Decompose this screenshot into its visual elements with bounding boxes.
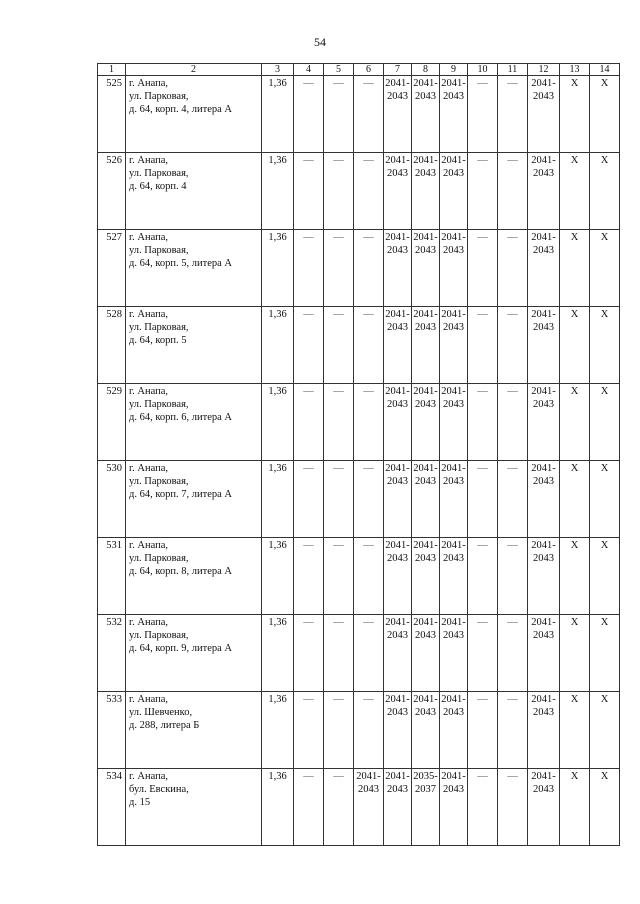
column-number: 8 — [412, 64, 440, 76]
row-number: 531 — [98, 538, 126, 615]
address-line: ул. Парковая, — [129, 553, 189, 564]
dash-cell: — — [294, 307, 324, 384]
address-line: д. 15 — [129, 797, 151, 808]
address-line: г. Анапа, — [129, 78, 169, 89]
row-number: 529 — [98, 384, 126, 461]
period-line: 2041- — [531, 78, 556, 89]
dash-cell: — — [324, 384, 354, 461]
column-number: 12 — [528, 64, 560, 76]
table-row — [98, 461, 620, 538]
period-cell — [528, 153, 560, 230]
value-cell: 1,36 — [262, 153, 294, 230]
period-cell — [412, 461, 440, 538]
period-line: 2043 — [443, 91, 464, 102]
period-line: 2043 — [387, 784, 408, 795]
dash-cell: — — [498, 307, 528, 384]
column-number: 10 — [468, 64, 498, 76]
period-line: 2043 — [443, 476, 464, 487]
period-line: 2043 — [533, 630, 554, 641]
mark-cell: Х — [560, 692, 590, 769]
table-row — [98, 615, 620, 692]
dash-cell: — — [354, 384, 384, 461]
period-line: 2043 — [443, 322, 464, 333]
dash-cell: — — [324, 769, 354, 846]
period-cell — [440, 538, 468, 615]
address-cell — [126, 153, 262, 230]
period-line: 2041- — [413, 617, 438, 628]
address-line: д. 64, корп. 8, литера А — [129, 566, 233, 577]
address-line: г. Анапа, — [129, 232, 169, 243]
period-line: 2041- — [531, 386, 556, 397]
dash-cell: — — [468, 769, 498, 846]
period-cell — [384, 615, 412, 692]
dash-cell: — — [498, 461, 528, 538]
period-line: 2043 — [387, 245, 408, 256]
address-line: ул. Парковая, — [129, 476, 189, 487]
period-line: 2041- — [385, 155, 410, 166]
dash-cell: — — [468, 230, 498, 307]
address-cell — [126, 769, 262, 846]
period-cell — [440, 692, 468, 769]
period-line: 2041- — [356, 771, 381, 782]
period-line: 2041- — [413, 386, 438, 397]
period-line: 2043 — [387, 322, 408, 333]
period-line: 2041- — [385, 463, 410, 474]
period-line: 2041- — [385, 694, 410, 705]
address-cell — [126, 384, 262, 461]
period-line: 2043 — [387, 168, 408, 179]
dash-cell: — — [468, 384, 498, 461]
dash-cell: — — [354, 153, 384, 230]
dash-cell: — — [324, 461, 354, 538]
column-number: 4 — [294, 64, 324, 76]
period-cell — [528, 615, 560, 692]
period-cell — [528, 230, 560, 307]
period-line: 2041- — [385, 309, 410, 320]
address-cell — [126, 307, 262, 384]
dash-cell: — — [498, 615, 528, 692]
address-line: г. Анапа, — [129, 309, 169, 320]
address-line: д. 64, корп. 6, литера А — [129, 412, 233, 423]
period-line: 2041- — [441, 463, 466, 474]
period-cell — [440, 153, 468, 230]
address-line: г. Анапа, — [129, 771, 169, 782]
period-line: 2043 — [387, 707, 408, 718]
table-row — [98, 538, 620, 615]
mark-cell: Х — [590, 153, 620, 230]
address-line: д. 288, литера Б — [129, 720, 200, 731]
table-row — [98, 384, 620, 461]
column-number: 13 — [560, 64, 590, 76]
value-cell: 1,36 — [262, 692, 294, 769]
period-line: 2043 — [443, 553, 464, 564]
period-cell — [440, 615, 468, 692]
column-number: 2 — [126, 64, 262, 76]
address-line: г. Анапа, — [129, 155, 169, 166]
period-cell — [440, 307, 468, 384]
mark-cell: Х — [590, 384, 620, 461]
value-cell: 1,36 — [262, 538, 294, 615]
mark-cell: Х — [590, 230, 620, 307]
period-line: 2037 — [415, 784, 436, 795]
mark-cell: Х — [560, 76, 590, 153]
period-line: 2043 — [443, 630, 464, 641]
column-number: 3 — [262, 64, 294, 76]
row-number: 526 — [98, 153, 126, 230]
dash-cell: — — [324, 692, 354, 769]
column-number: 7 — [384, 64, 412, 76]
address-line: бул. Евскина, — [129, 784, 189, 795]
period-line: 2043 — [387, 91, 408, 102]
column-number: 1 — [98, 64, 126, 76]
period-cell — [412, 384, 440, 461]
address-line: г. Анапа, — [129, 694, 169, 705]
dash-cell: — — [498, 538, 528, 615]
period-line: 2041- — [531, 155, 556, 166]
period-cell — [440, 384, 468, 461]
period-line: 2043 — [533, 707, 554, 718]
period-cell — [384, 384, 412, 461]
mark-cell: Х — [590, 76, 620, 153]
value-cell: 1,36 — [262, 307, 294, 384]
period-line: 2043 — [443, 707, 464, 718]
period-line: 2041- — [441, 78, 466, 89]
period-line: 2041- — [531, 771, 556, 782]
period-cell — [384, 692, 412, 769]
period-cell — [384, 230, 412, 307]
period-line: 2041- — [413, 232, 438, 243]
period-line: 2043 — [533, 553, 554, 564]
address-line: д. 64, корп. 7, литера А — [129, 489, 233, 500]
period-line: 2041- — [441, 617, 466, 628]
address-cell — [126, 615, 262, 692]
period-line: 2043 — [415, 245, 436, 256]
row-number: 527 — [98, 230, 126, 307]
period-line: 2041- — [413, 155, 438, 166]
address-line: д. 64, корп. 9, литера А — [129, 643, 233, 654]
address-line: д. 64, корп. 4 — [129, 181, 187, 192]
period-line: 2043 — [533, 784, 554, 795]
dash-cell: — — [294, 230, 324, 307]
period-line: 2041- — [413, 309, 438, 320]
period-cell — [412, 307, 440, 384]
period-cell — [384, 307, 412, 384]
address-cell — [126, 230, 262, 307]
period-line: 2043 — [533, 476, 554, 487]
period-line: 2041- — [531, 694, 556, 705]
dash-cell: — — [498, 230, 528, 307]
mark-cell: Х — [590, 307, 620, 384]
address-cell — [126, 692, 262, 769]
dash-cell: — — [354, 615, 384, 692]
address-line: ул. Парковая, — [129, 322, 189, 333]
period-cell — [528, 307, 560, 384]
column-number: 11 — [498, 64, 528, 76]
dash-cell: — — [498, 76, 528, 153]
dash-cell: — — [324, 153, 354, 230]
mark-cell: Х — [560, 769, 590, 846]
row-number: 528 — [98, 307, 126, 384]
table-row — [98, 769, 620, 846]
dash-cell: — — [294, 384, 324, 461]
dash-cell: — — [354, 538, 384, 615]
page-number: 54 — [314, 35, 326, 49]
mark-cell: Х — [560, 153, 590, 230]
period-line: 2041- — [385, 540, 410, 551]
period-cell — [384, 538, 412, 615]
value-cell: 1,36 — [262, 615, 294, 692]
row-number: 525 — [98, 76, 126, 153]
dash-cell: — — [468, 615, 498, 692]
period-line: 2043 — [443, 245, 464, 256]
period-line: 2041- — [385, 78, 410, 89]
dash-cell: — — [498, 384, 528, 461]
period-line: 2043 — [415, 476, 436, 487]
register-table — [97, 63, 620, 846]
period-line: 2043 — [415, 707, 436, 718]
row-number: 533 — [98, 692, 126, 769]
dash-cell: — — [468, 307, 498, 384]
period-line: 2043 — [533, 322, 554, 333]
period-line: 2041- — [385, 386, 410, 397]
dash-cell: — — [498, 153, 528, 230]
table-row — [98, 307, 620, 384]
period-cell — [384, 461, 412, 538]
dash-cell: — — [468, 153, 498, 230]
dash-cell: — — [294, 769, 324, 846]
dash-cell: — — [354, 307, 384, 384]
period-cell — [528, 538, 560, 615]
address-line: ул. Шевченко, — [129, 707, 193, 718]
period-line: 2043 — [387, 630, 408, 641]
period-line: 2041- — [385, 617, 410, 628]
column-number: 14 — [590, 64, 620, 76]
period-line: 2043 — [387, 553, 408, 564]
address-line: г. Анапа, — [129, 617, 169, 628]
period-line: 2041- — [531, 617, 556, 628]
period-cell — [440, 76, 468, 153]
period-line: 2041- — [385, 771, 410, 782]
column-number: 5 — [324, 64, 354, 76]
period-line: 2041- — [441, 232, 466, 243]
dash-cell: — — [498, 692, 528, 769]
period-cell — [440, 461, 468, 538]
period-line: 2041- — [441, 694, 466, 705]
dash-cell: — — [354, 230, 384, 307]
mark-cell: Х — [560, 538, 590, 615]
table-row — [98, 153, 620, 230]
period-cell — [384, 769, 412, 846]
period-cell — [528, 692, 560, 769]
period-line: 2043 — [443, 168, 464, 179]
dash-cell: — — [294, 692, 324, 769]
column-number: 9 — [440, 64, 468, 76]
address-line: г. Анапа, — [129, 386, 169, 397]
address-line: ул. Парковая, — [129, 168, 189, 179]
value-cell: 1,36 — [262, 461, 294, 538]
period-line: 2041- — [413, 463, 438, 474]
period-line: 2041- — [531, 540, 556, 551]
dash-cell: — — [294, 153, 324, 230]
period-line: 2035- — [413, 771, 438, 782]
address-line: д. 64, корп. 4, литера А — [129, 104, 233, 115]
column-number: 6 — [354, 64, 384, 76]
period-line: 2041- — [531, 309, 556, 320]
mark-cell: Х — [560, 615, 590, 692]
period-line: 2041- — [441, 309, 466, 320]
address-cell — [126, 538, 262, 615]
dash-cell: — — [354, 76, 384, 153]
address-line: д. 64, корп. 5 — [129, 335, 187, 346]
dash-cell: — — [468, 538, 498, 615]
period-line: 2041- — [385, 232, 410, 243]
period-cell — [440, 230, 468, 307]
period-line: 2041- — [531, 232, 556, 243]
mark-cell: Х — [560, 230, 590, 307]
period-line: 2043 — [358, 784, 379, 795]
period-cell — [528, 76, 560, 153]
dash-cell: — — [468, 461, 498, 538]
period-line: 2043 — [533, 245, 554, 256]
period-line: 2041- — [441, 155, 466, 166]
address-line: ул. Парковая, — [129, 630, 189, 641]
period-line: 2043 — [387, 476, 408, 487]
period-line: 2041- — [413, 694, 438, 705]
period-line: 2043 — [443, 399, 464, 410]
period-line: 2043 — [415, 630, 436, 641]
mark-cell: Х — [590, 615, 620, 692]
address-line: ул. Парковая, — [129, 91, 189, 102]
mark-cell: Х — [590, 461, 620, 538]
dash-cell: — — [324, 615, 354, 692]
period-cell — [412, 153, 440, 230]
mark-cell: Х — [560, 307, 590, 384]
address-cell — [126, 461, 262, 538]
period-line: 2041- — [441, 771, 466, 782]
dash-cell: — — [324, 307, 354, 384]
table-row — [98, 76, 620, 153]
column-number-row — [98, 64, 620, 76]
period-line: 2043 — [533, 168, 554, 179]
period-cell — [354, 769, 384, 846]
period-line: 2043 — [415, 322, 436, 333]
mark-cell: Х — [590, 538, 620, 615]
mark-cell: Х — [560, 384, 590, 461]
value-cell: 1,36 — [262, 230, 294, 307]
period-line: 2041- — [413, 78, 438, 89]
period-line: 2041- — [413, 540, 438, 551]
dash-cell: — — [324, 230, 354, 307]
dash-cell: — — [468, 692, 498, 769]
period-cell — [412, 76, 440, 153]
period-line: 2043 — [533, 91, 554, 102]
dash-cell: — — [294, 538, 324, 615]
value-cell: 1,36 — [262, 76, 294, 153]
row-number: 530 — [98, 461, 126, 538]
address-line: ул. Парковая, — [129, 399, 189, 410]
period-line: 2043 — [415, 553, 436, 564]
row-number: 534 — [98, 769, 126, 846]
period-line: 2043 — [415, 399, 436, 410]
dash-cell: — — [324, 76, 354, 153]
address-line: ул. Парковая, — [129, 245, 189, 256]
period-cell — [412, 615, 440, 692]
period-line: 2043 — [533, 399, 554, 410]
period-line: 2043 — [415, 91, 436, 102]
period-line: 2043 — [415, 168, 436, 179]
dash-cell: — — [354, 461, 384, 538]
period-cell — [528, 769, 560, 846]
row-number: 532 — [98, 615, 126, 692]
address-line: г. Анапа, — [129, 463, 169, 474]
address-cell — [126, 76, 262, 153]
period-cell — [412, 692, 440, 769]
dash-cell: — — [294, 615, 324, 692]
period-line: 2043 — [443, 784, 464, 795]
dash-cell: — — [294, 76, 324, 153]
dash-cell: — — [354, 692, 384, 769]
period-cell — [412, 769, 440, 846]
period-cell — [440, 769, 468, 846]
period-cell — [528, 384, 560, 461]
value-cell: 1,36 — [262, 384, 294, 461]
period-line: 2041- — [441, 540, 466, 551]
dash-cell: — — [468, 76, 498, 153]
period-cell — [528, 461, 560, 538]
period-cell — [412, 538, 440, 615]
mark-cell: Х — [560, 461, 590, 538]
table-row — [98, 230, 620, 307]
value-cell: 1,36 — [262, 769, 294, 846]
table-row — [98, 692, 620, 769]
period-cell — [412, 230, 440, 307]
period-line: 2041- — [531, 463, 556, 474]
period-line: 2041- — [441, 386, 466, 397]
dash-cell: — — [294, 461, 324, 538]
address-line: г. Анапа, — [129, 540, 169, 551]
mark-cell: Х — [590, 692, 620, 769]
address-line: д. 64, корп. 5, литера А — [129, 258, 233, 269]
mark-cell: Х — [590, 769, 620, 846]
dash-cell: — — [498, 769, 528, 846]
period-cell — [384, 76, 412, 153]
dash-cell: — — [324, 538, 354, 615]
period-line: 2043 — [387, 399, 408, 410]
period-cell — [384, 153, 412, 230]
